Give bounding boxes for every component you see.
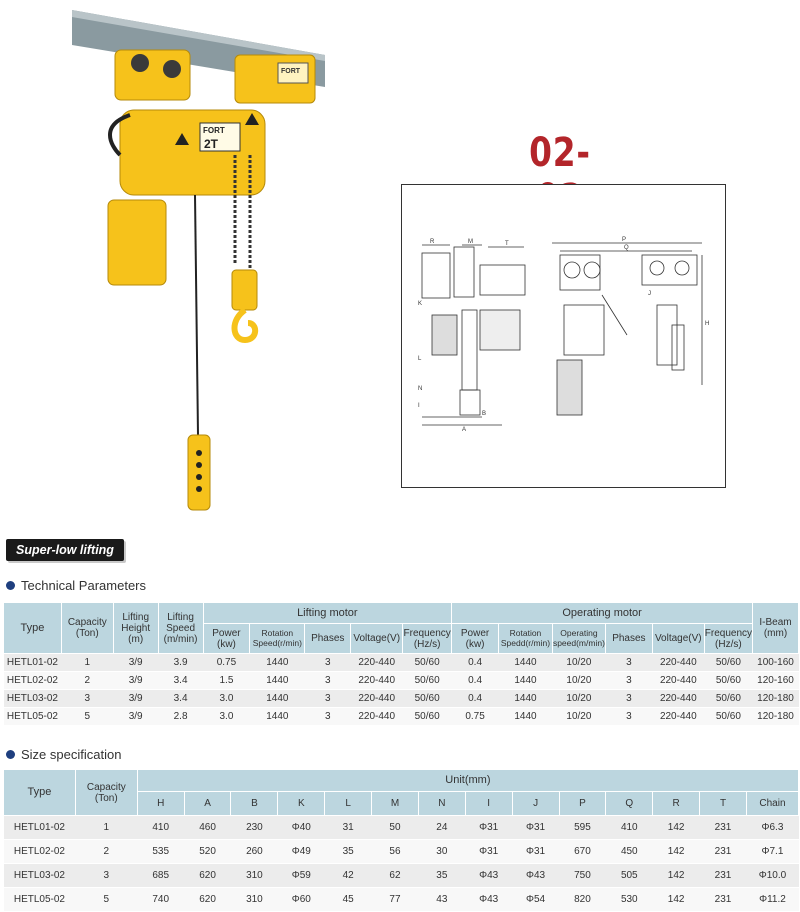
table-cell: 3 — [605, 672, 652, 690]
table-cell: 1440 — [250, 708, 305, 726]
drawing-label-j: J — [648, 291, 651, 297]
table-cell: 740 — [137, 888, 184, 912]
table-cell: 2 — [75, 840, 137, 864]
th-lm-power: Power (kw) — [203, 624, 250, 654]
table-cell: 670 — [559, 840, 606, 864]
table-cell: 50/60 — [704, 672, 752, 690]
table-cell: 3 — [75, 864, 137, 888]
table-cell: Φ10.0 — [746, 864, 798, 888]
table-cell: 410 — [137, 816, 184, 840]
table-cell: 3 — [605, 654, 652, 672]
table-cell: 220-440 — [351, 708, 403, 726]
drawing-label-p: P — [622, 237, 627, 243]
th-om-operating: Operating speed(m/min) — [552, 624, 605, 654]
th-size-col: A — [184, 792, 231, 816]
th-size-col: R — [653, 792, 700, 816]
tech-params-heading — [6, 578, 146, 593]
size-spec-body — [4, 816, 799, 912]
th-size-col: Q — [606, 792, 653, 816]
table-cell: Φ49 — [278, 840, 325, 864]
th-om-power: Power (kw) — [452, 624, 499, 654]
th-capacity: Capacity (Ton) — [61, 603, 113, 654]
th-size-col: L — [325, 792, 372, 816]
table-cell: 35 — [418, 864, 465, 888]
table-row — [4, 816, 799, 840]
hook-block — [232, 270, 257, 310]
table-cell: 10/20 — [552, 672, 605, 690]
th-size-col: I — [465, 792, 512, 816]
drawing-label-t: T — [505, 241, 509, 247]
drawing-label-b: B — [482, 411, 487, 417]
th-size-type: Type — [4, 770, 76, 816]
th-om-rotation: Rotation Spedd(r/min) — [498, 624, 552, 654]
table-cell: HETL01-02 — [4, 654, 62, 672]
section-banner — [6, 539, 124, 561]
table-cell: Φ31 — [465, 840, 512, 864]
table-cell: 50/60 — [403, 690, 452, 708]
table-cell: 3/9 — [113, 672, 158, 690]
th-type: Type — [4, 603, 62, 654]
table-cell: 5 — [61, 708, 113, 726]
tech-params-heading-text: Technical Parameters — [21, 578, 146, 593]
table-row — [4, 864, 799, 888]
drawing-label-a: A — [462, 427, 467, 433]
table-cell: 50/60 — [704, 690, 752, 708]
table-cell: 1440 — [250, 654, 305, 672]
size-spec-table — [3, 769, 799, 912]
table-cell: 50/60 — [704, 708, 752, 726]
table-cell: 220-440 — [652, 708, 704, 726]
table-row — [4, 888, 799, 912]
table-cell: Φ6.3 — [746, 816, 798, 840]
table-cell: 3 — [305, 708, 351, 726]
table-cell: 231 — [700, 888, 747, 912]
drawing-label-n: N — [418, 386, 423, 392]
table-cell: 520 — [184, 840, 231, 864]
table-cell: 1440 — [498, 672, 552, 690]
table-cell: 1440 — [498, 708, 552, 726]
table-cell: 142 — [653, 840, 700, 864]
table-cell: 0.4 — [452, 672, 499, 690]
table-cell: 3.4 — [158, 672, 203, 690]
table-cell: 3/9 — [113, 690, 158, 708]
table-cell: HETL02-02 — [4, 672, 62, 690]
th-om-frequency: Frequency (Hz/s) — [704, 624, 752, 654]
table-cell: 220-440 — [351, 690, 403, 708]
tech-params-table — [3, 602, 799, 726]
table-cell: 120-160 — [753, 672, 799, 690]
model-title: 02- — [529, 130, 591, 176]
th-size-capacity: Capacity (Ton) — [75, 770, 137, 816]
table-cell: 3 — [305, 654, 351, 672]
th-lm-rotation: Rotation Speed(r/min) — [250, 624, 305, 654]
tech-params-body — [4, 654, 799, 726]
drawing-label-q: Q — [624, 245, 629, 251]
th-size-col: H — [137, 792, 184, 816]
table-cell: 50/60 — [403, 708, 452, 726]
table-cell: 10/20 — [552, 708, 605, 726]
drawing-label-i: I — [418, 403, 420, 409]
table-cell: 35 — [325, 840, 372, 864]
table-cell: 620 — [184, 888, 231, 912]
table-cell: 231 — [700, 840, 747, 864]
table-cell: 220-440 — [652, 690, 704, 708]
drawing-label-r: R — [430, 239, 435, 245]
table-cell: 3.0 — [203, 690, 250, 708]
table-cell: Φ40 — [278, 816, 325, 840]
table-cell: HETL05-02 — [4, 888, 76, 912]
table-cell: 1440 — [250, 672, 305, 690]
table-cell: 1 — [61, 654, 113, 672]
table-cell: 231 — [700, 864, 747, 888]
table-cell: 220-440 — [351, 654, 403, 672]
table-cell: 3.4 — [158, 690, 203, 708]
table-row — [4, 690, 799, 708]
table-cell: 460 — [184, 816, 231, 840]
table-cell: 0.75 — [452, 708, 499, 726]
table-cell: Φ11.2 — [746, 888, 798, 912]
th-size-col: J — [512, 792, 559, 816]
table-cell: 30 — [418, 840, 465, 864]
bullet-icon — [6, 750, 15, 759]
table-cell: 505 — [606, 864, 653, 888]
table-cell: Φ31 — [465, 816, 512, 840]
drawing-svg — [402, 185, 725, 487]
th-size-unit: Unit(mm) — [137, 770, 798, 792]
table-cell: 3.9 — [158, 654, 203, 672]
th-lm-phases: Phases — [305, 624, 351, 654]
table-cell: 77 — [372, 888, 419, 912]
table-cell: HETL03-02 — [4, 690, 62, 708]
th-lifting-height: Lifting Height (m) — [113, 603, 158, 654]
th-lifting-speed: Lifting Speed (m/min) — [158, 603, 203, 654]
table-cell: 3 — [605, 690, 652, 708]
table-cell: 45 — [325, 888, 372, 912]
hoist-photo — [60, 5, 390, 520]
table-cell: 1.5 — [203, 672, 250, 690]
table-cell: 220-440 — [351, 672, 403, 690]
table-cell: 3.0 — [203, 708, 250, 726]
table-cell: 3/9 — [113, 654, 158, 672]
table-cell: Φ60 — [278, 888, 325, 912]
th-size-col: T — [700, 792, 747, 816]
table-cell: 5 — [75, 888, 137, 912]
table-cell: 3 — [605, 708, 652, 726]
table-cell: 1440 — [498, 690, 552, 708]
size-spec-heading-text: Size specification — [21, 747, 122, 762]
table-cell: Φ31 — [512, 840, 559, 864]
table-cell: 142 — [653, 816, 700, 840]
table-cell: 50/60 — [403, 654, 452, 672]
table-cell: 595 — [559, 816, 606, 840]
drawing-label-m: M — [468, 239, 473, 245]
table-cell: HETL05-02 — [4, 708, 62, 726]
table-cell: 260 — [231, 840, 278, 864]
table-cell: 1440 — [250, 690, 305, 708]
table-cell: 1440 — [498, 654, 552, 672]
th-size-col: N — [418, 792, 465, 816]
table-cell: 100-160 — [753, 654, 799, 672]
table-cell: 410 — [606, 816, 653, 840]
table-cell: 0.75 — [203, 654, 250, 672]
table-cell: 50/60 — [403, 672, 452, 690]
table-cell: 50/60 — [704, 654, 752, 672]
th-size-col: B — [231, 792, 278, 816]
section-banner-label: Super-low lifting — [16, 543, 114, 557]
pendant-control — [188, 435, 210, 510]
table-cell: 24 — [418, 816, 465, 840]
table-cell: 535 — [137, 840, 184, 864]
hoist-plate-brand-small: FORT — [281, 68, 301, 75]
table-cell: Φ43 — [465, 888, 512, 912]
table-row — [4, 654, 799, 672]
hoist-plate-brand: FORT — [203, 126, 225, 135]
th-om-phases: Phases — [605, 624, 652, 654]
chain-bag — [108, 200, 166, 285]
table-cell: Φ59 — [278, 864, 325, 888]
table-cell: 2.8 — [158, 708, 203, 726]
table-cell: 56 — [372, 840, 419, 864]
trolley-left — [115, 50, 190, 100]
table-cell: 620 — [184, 864, 231, 888]
table-cell: 50 — [372, 816, 419, 840]
table-cell: 310 — [231, 864, 278, 888]
table-cell: 3 — [61, 690, 113, 708]
table-cell: 10/20 — [552, 654, 605, 672]
table-cell: 3 — [305, 672, 351, 690]
table-cell: 2 — [61, 672, 113, 690]
table-cell: 120-180 — [753, 708, 799, 726]
table-row — [4, 672, 799, 690]
th-lifting-motor: Lifting motor — [203, 603, 452, 624]
table-cell: 42 — [325, 864, 372, 888]
th-operating-motor: Operating motor — [452, 603, 753, 624]
table-cell: 3/9 — [113, 708, 158, 726]
table-cell: HETL03-02 — [4, 864, 76, 888]
table-cell: Φ43 — [512, 864, 559, 888]
table-cell: 820 — [559, 888, 606, 912]
table-cell: 31 — [325, 816, 372, 840]
table-cell: 3 — [305, 690, 351, 708]
hoist-plate-rating: 2T — [204, 137, 219, 151]
table-cell: 750 — [559, 864, 606, 888]
drawing-label-l: L — [418, 356, 422, 362]
th-om-voltage: Voltage(V) — [652, 624, 704, 654]
table-cell: 0.4 — [452, 654, 499, 672]
table-cell: 10/20 — [552, 690, 605, 708]
drawing-label-k: K — [418, 301, 423, 307]
table-cell: HETL02-02 — [4, 840, 76, 864]
table-row — [4, 840, 799, 864]
hoist-body — [120, 110, 265, 195]
table-cell: 220-440 — [652, 654, 704, 672]
table-cell: Φ54 — [512, 888, 559, 912]
technical-drawing — [401, 184, 726, 488]
table-cell: Φ43 — [465, 864, 512, 888]
th-ibeam: I-Beam (mm) — [753, 603, 799, 654]
bullet-icon — [6, 581, 15, 590]
table-cell: 530 — [606, 888, 653, 912]
table-cell: 685 — [137, 864, 184, 888]
table-cell: 230 — [231, 816, 278, 840]
th-size-col: Chain — [746, 792, 798, 816]
drawing-label-h: H — [705, 321, 710, 327]
table-cell: 231 — [700, 816, 747, 840]
table-cell: 142 — [653, 888, 700, 912]
table-cell: HETL01-02 — [4, 816, 76, 840]
table-cell: 43 — [418, 888, 465, 912]
table-cell: 120-180 — [753, 690, 799, 708]
table-cell: 1 — [75, 816, 137, 840]
th-lm-voltage: Voltage(V) — [351, 624, 403, 654]
size-spec-heading — [6, 747, 121, 762]
th-size-col: P — [559, 792, 606, 816]
table-cell: 62 — [372, 864, 419, 888]
table-cell: 0.4 — [452, 690, 499, 708]
table-cell: 450 — [606, 840, 653, 864]
th-size-col: K — [278, 792, 325, 816]
table-cell: Φ7.1 — [746, 840, 798, 864]
th-size-col: M — [372, 792, 419, 816]
table-cell: 220-440 — [652, 672, 704, 690]
table-cell: Φ31 — [512, 816, 559, 840]
th-lm-frequency: Frequency (Hz/s) — [403, 624, 452, 654]
table-row — [4, 708, 799, 726]
table-cell: 310 — [231, 888, 278, 912]
table-cell: 142 — [653, 864, 700, 888]
